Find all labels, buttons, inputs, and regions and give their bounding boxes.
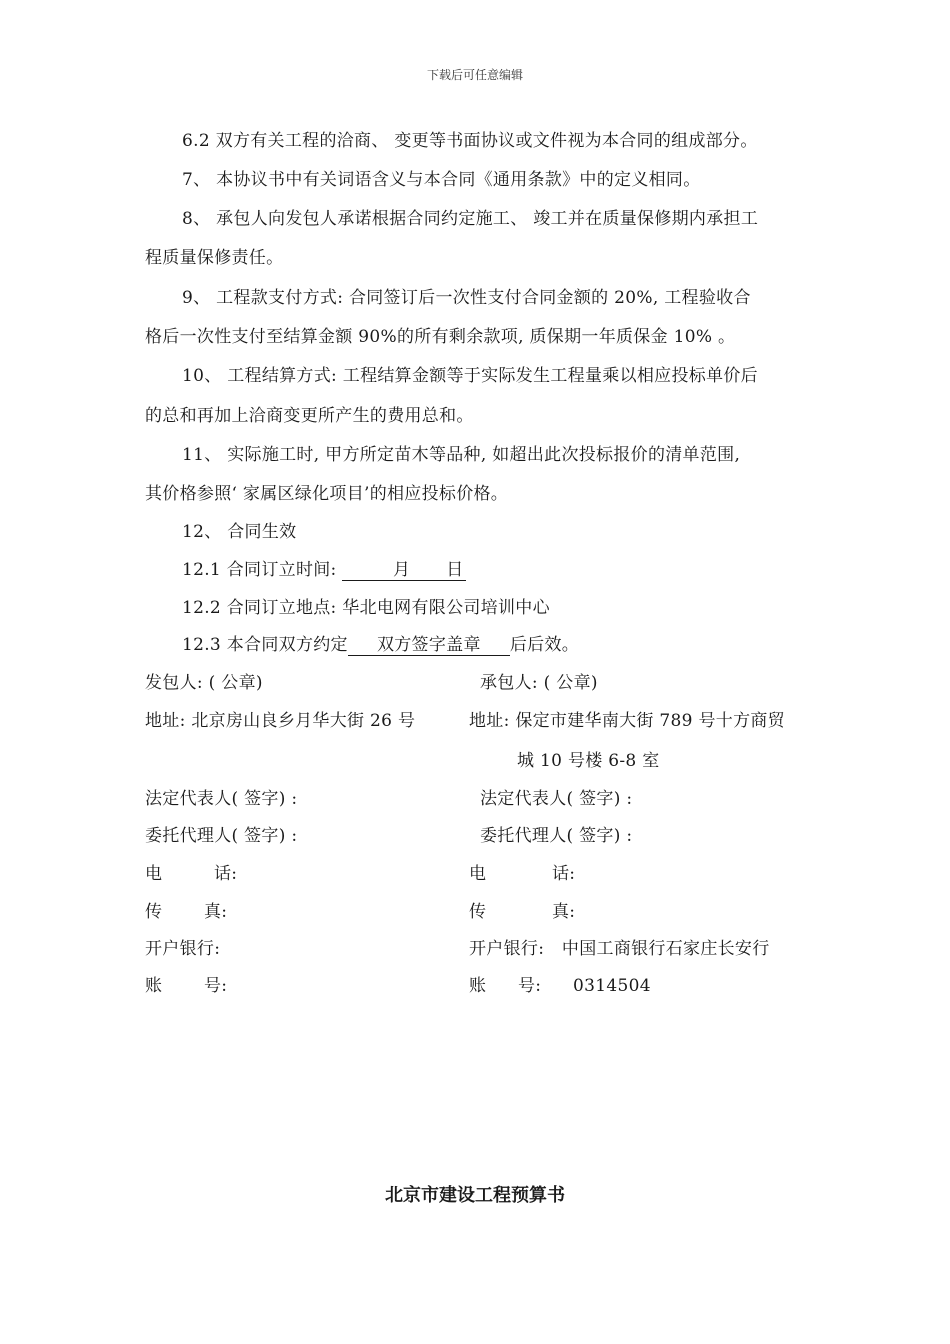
day-label: 日: [446, 560, 464, 580]
clause-11-line-1: 11、 实际施工时, 甲方所定苗木等品种, 如超出此次投标报价的清单范围,: [182, 445, 741, 465]
contractor-phone: 电 话:: [469, 864, 576, 884]
clause-7: 7、 本协议书中有关词语含义与本合同《通用条款》中的定义相同。: [182, 170, 701, 190]
contractor-agent: 委托代理人( 签字) :: [480, 826, 633, 846]
contractor-address: 地址: 保定市建华南大街 789 号十方商贸: [469, 711, 785, 731]
employer-bank: 开户银行:: [145, 939, 221, 959]
contractor-fax: 传 真:: [469, 902, 576, 922]
employer-phone: 电 话:: [145, 864, 238, 884]
employer-agent: 委托代理人( 签字) :: [145, 826, 298, 846]
clause-12-3-label: 12.3 本合同双方约定: [182, 635, 348, 655]
clause-12-2: 12.2 合同订立地点: 华北电网有限公司培训中心: [182, 598, 550, 618]
employer-legal-rep: 法定代表人( 签字) :: [145, 789, 298, 809]
clause-9-line-1: 9、 工程款支付方式: 合同签订后一次性支付合同金额的 20%, 工程验收合: [182, 288, 751, 308]
contractor-account: 账 号: 0314504: [469, 976, 651, 996]
contractor-bank: 开户银行: 中国工商银行石家庄长安行: [469, 939, 770, 959]
page-header: 下载后可任意编辑: [426, 68, 523, 82]
clause-12-1-label: 12.1 合同订立时间:: [182, 560, 343, 580]
contractor-address-cont: 城 10 号楼 6-8 室: [517, 751, 660, 771]
clause-12-3: [182, 630, 579, 656]
clause-10-line-1: 10、 工程结算方式: 工程结算金额等于实际发生工程量乘以相应投标单价后: [182, 366, 758, 386]
clause-12-3-tail: 后后效。: [509, 635, 580, 655]
clause-8-line-1: 8、 承包人向发包人承诺根据合同约定施工、 竣工并在质量保修期内承担工: [182, 209, 759, 229]
document-title: 北京市建设工程预算书: [385, 1185, 565, 1206]
clause-6-2: 6.2 双方有关工程的洽商、 变更等书面协议或文件视为本合同的组成部分。: [182, 131, 758, 151]
employer-account: 账 号:: [145, 976, 228, 996]
clause-12-1: [182, 555, 466, 581]
month-label: 月: [392, 560, 411, 580]
clause-8-line-2: 程质量保修责任。: [145, 248, 284, 268]
employer-address: 地址: 北京房山良乡月华大街 26 号: [145, 711, 416, 731]
clause-9-line-2: 格后一次性支付至结算金额 90%的所有剩余款项, 质保期一年质保金 10% 。: [145, 327, 736, 347]
clause-12-3-fill: 双方签字盖章: [348, 630, 510, 656]
clause-11-line-2: 其价格参照‘ 家属区绿化项目’的相应投标价格。: [145, 484, 509, 504]
contractor-party: 承包人: ( 公章): [480, 673, 598, 693]
date-blank: [342, 555, 466, 581]
contractor-legal-rep: 法定代表人( 签字) :: [480, 789, 633, 809]
clause-12: 12、 合同生效: [182, 522, 297, 542]
employer-fax: 传 真:: [145, 902, 228, 922]
employer-party: 发包人: ( 公章): [145, 673, 263, 693]
clause-10-line-2: 的总和再加上洽商变更所产生的费用总和。: [145, 406, 474, 426]
